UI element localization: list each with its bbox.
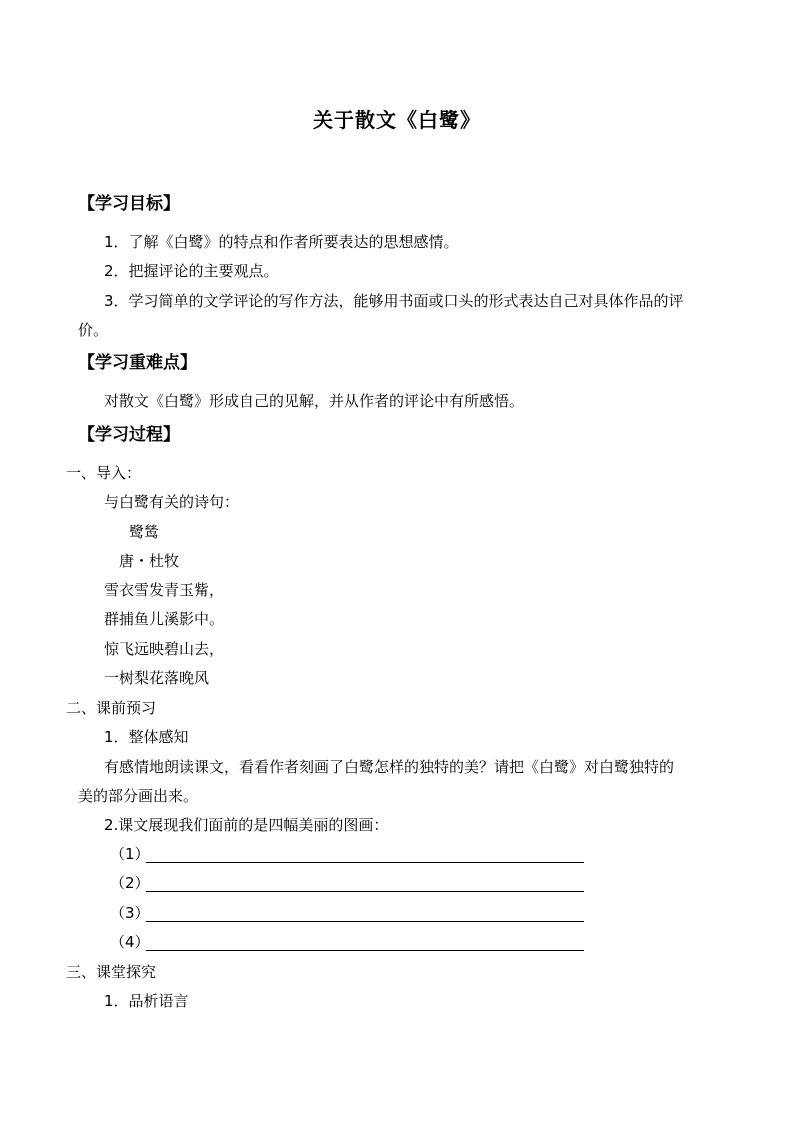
section2-item1-text: 美的部分画出来。 bbox=[78, 787, 199, 805]
blank-label: （1） bbox=[110, 845, 150, 863]
page-title: 关于散文《白鹭》 bbox=[313, 108, 481, 132]
objective-item: 3．学习简单的文学评论的写作方法，能够用书面或口头的形式表达自己对具体作品的评 bbox=[104, 292, 684, 310]
section2-item2-title: 2.课文展现我们面前的是四幅美丽的图画： bbox=[104, 816, 389, 834]
answer-blank-line bbox=[146, 950, 584, 951]
section3-item1-title: 1．品析语言 bbox=[104, 992, 189, 1010]
section1-intro: 与白鹭有关的诗句： bbox=[104, 493, 240, 511]
section2-item1-text: 有感情地朗读课文，看看作者刻画了白鹭怎样的独特的美？请把《白鹭》对白鹭独特的 bbox=[104, 758, 675, 776]
poem-line: 雪衣雪发青玉觜， bbox=[104, 581, 225, 599]
blank-label: （4） bbox=[110, 933, 150, 951]
key-points-text: 对散文《白鹭》形成自己的见解，并从作者的评论中有所感悟。 bbox=[104, 392, 525, 410]
answer-blank-line bbox=[146, 921, 584, 922]
objective-item: 1．了解《白鹭》的特点和作者所要表达的思想感情。 bbox=[104, 233, 459, 251]
objective-item: 价。 bbox=[78, 321, 109, 339]
objective-item: 2．把握评论的主要观点。 bbox=[104, 262, 279, 280]
objectives-heading: 【学习目标】 bbox=[78, 194, 180, 214]
section2-title: 二、课前预习 bbox=[66, 699, 157, 717]
answer-blank-line bbox=[146, 891, 584, 892]
answer-blank-line bbox=[146, 862, 584, 863]
section2-item1-title: 1．整体感知 bbox=[104, 728, 189, 746]
blank-label: （2） bbox=[110, 874, 150, 892]
blank-label: （3） bbox=[110, 904, 150, 922]
poem-line: 惊飞远映碧山去， bbox=[104, 640, 225, 658]
poem-title: 鹭鸶 bbox=[129, 523, 160, 541]
process-heading: 【学习过程】 bbox=[78, 425, 180, 445]
poem-author: 唐・杜牧 bbox=[119, 552, 180, 570]
poem-line: 群捕鱼儿溪影中。 bbox=[104, 610, 225, 628]
section3-title: 三、课堂探究 bbox=[66, 963, 157, 981]
section1-title: 一、导入： bbox=[66, 464, 142, 482]
key-points-heading: 【学习重难点】 bbox=[78, 353, 197, 373]
poem-line: 一树梨花落晚风 bbox=[104, 669, 210, 687]
